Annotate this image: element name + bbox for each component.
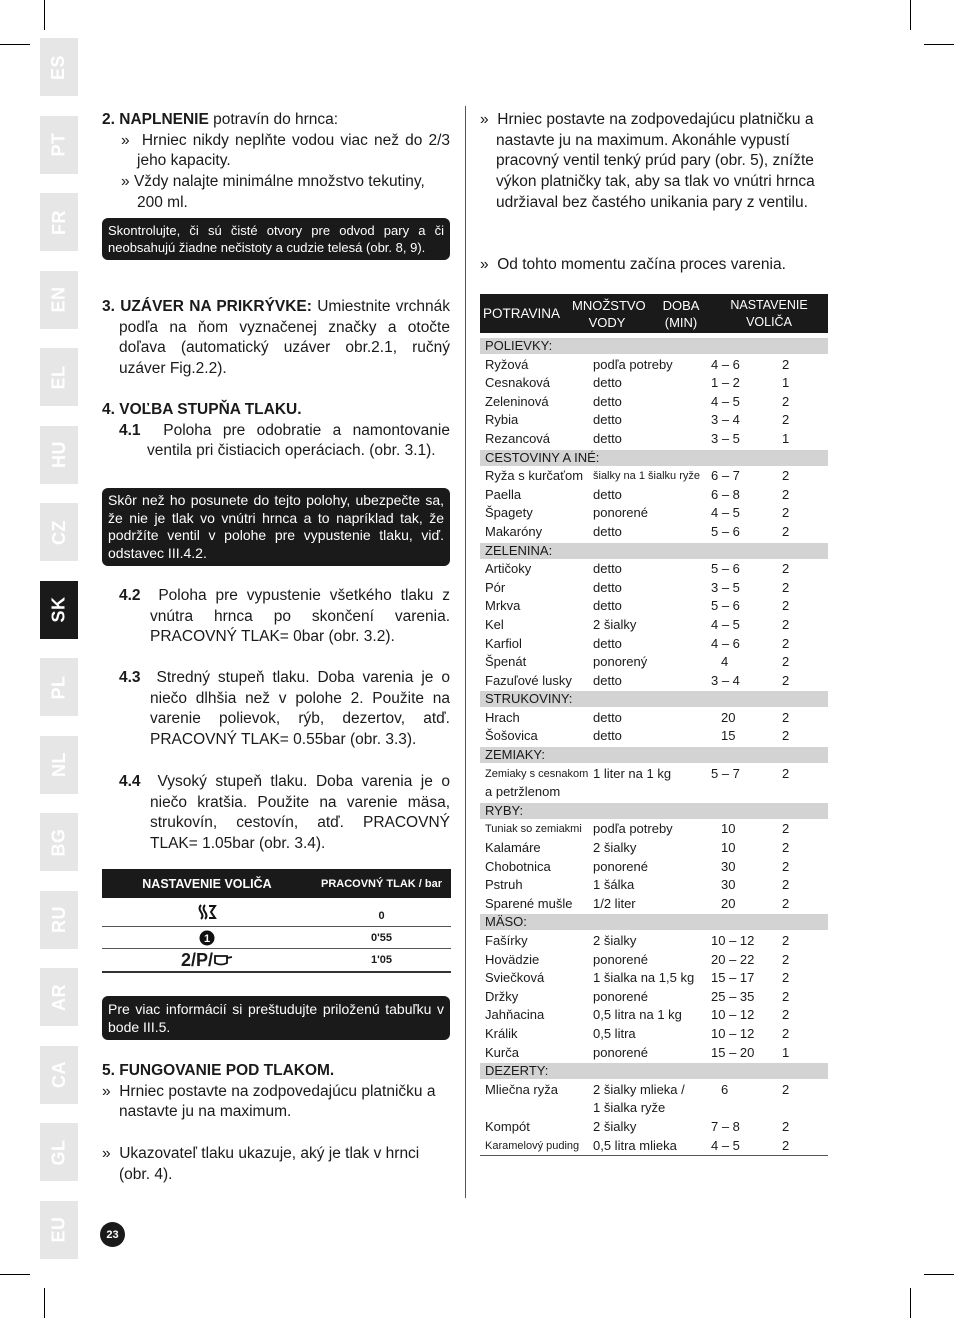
food-name: Paella [485,486,522,502]
steam-release-icon [196,903,218,921]
food-name: Ryža s kurčaťom [485,468,584,484]
food-name: Zemiaky s cesnakom [485,767,589,780]
selector-setting: 2 [782,486,790,502]
table-row [480,932,828,951]
water-amount: ponorené [593,951,648,967]
language-tab-pt[interactable] [40,116,78,174]
water-amount: podľa potreby [593,821,673,837]
selector-setting: 2 [782,356,790,372]
section-number: 3. [102,298,115,315]
column-divider [465,106,466,1198]
language-tab-nl[interactable] [40,736,78,794]
food-name: Kel [485,616,504,632]
cooking-time: 4 – 6 [711,635,740,651]
section-text: potravín do hrnca: [208,111,339,128]
selector-setting: 2 [782,765,790,781]
table-row [480,635,828,654]
cooking-time: 30 [721,877,736,893]
right-bullet: » Hrniec postavte na zodpovedajúcu platničku a nastavte ju na maximum. Akonáhle vypustí pracovný ventil tenký prúd pary (obr. 5), znížte výkon platničky tak, aby sa tlak vo vnútri hrnca udržiaval bez častého unikania pary z ventilu. [480,111,815,211]
language-tab-cz[interactable] [40,503,78,561]
section-4-3 [119,668,450,751]
cooking-time: 3 – 4 [711,672,740,688]
water-amount: detto [593,393,622,409]
pressure-value: 0 [378,910,385,922]
pressure-value: 0'55 [371,931,392,944]
section-title: VOĽBA STUPŇA TLAKU. [119,401,302,418]
table-row [480,374,828,393]
food-name: Králik [485,1025,518,1041]
table-row [480,411,828,430]
category-row: RYBY: [480,803,828,819]
selector-setting: 2 [782,988,790,1004]
selector-row [102,927,451,949]
water-amount: šialky na 1 šialku ryže [593,470,700,483]
cooking-time: 6 – 8 [711,486,740,502]
page-number: 23 [100,1222,125,1247]
subsection-text: Stredný stupeň tlaku. Doba varenia je o niečo dlhšia než v polohe 2. Použite na varenie polievok, rýb, dezertov, atď. PRACOVNÝ TLAK= 0.55bar (obr. 3.3). [150,669,450,749]
water-amount: 1 liter na 1 kg [593,765,672,781]
language-tab-bg[interactable] [40,813,78,871]
water-amount: 1 šialka ryže [593,1100,666,1116]
subsection-number: 4.1 [119,421,141,439]
water-amount: detto [593,430,622,446]
language-tab-label: BG [48,828,69,856]
cooking-table-body [480,337,828,1156]
table-row [480,895,828,914]
header-selector: NASTAVENIE VOLIČA [730,297,808,329]
section-number: 2. [102,111,115,128]
warning-box: Skôr než ho posunete do tejto polohy, ubezpečte sa, že nie je tlak vo vnútri hrnca a to napríklad tak, že podržíte ventil v polohe pre vypustenie tlaku, viď. odstavec III.4.2. [102,488,450,566]
food-name: Mliečna ryža [485,1081,558,1097]
water-amount: 1/2 liter [593,895,636,911]
table-row [480,839,828,858]
language-tab-label: EL [48,364,69,390]
selector-setting: 2 [782,505,790,521]
bullet-text: Od tohto momentu začína proces varenia. [497,256,786,273]
category-row: CESTOVINY A INÉ: [480,450,828,466]
cooking-time: 10 – 12 [711,1025,755,1041]
subsection-number: 4.2 [119,587,141,604]
table-row [480,1099,828,1118]
selector-setting: 2 [782,858,790,874]
selector-row [102,898,451,927]
table-row [480,356,828,375]
table-row [480,820,828,839]
crop-mark [44,1288,45,1318]
crop-mark [0,44,30,45]
selector-setting: 2 [782,951,790,967]
cooking-time: 5 – 6 [711,598,740,614]
water-amount: 1 šialka na 1,5 kg [593,970,695,986]
selector-setting: 2 [782,635,790,651]
subsection-text: Poloha pre vypustenie všetkého tlaku z vnútra hrnca po skončení varenia. PRACOVNÝ TLAK= 0bar (obr. 3.2). [150,587,451,646]
table-row [480,709,828,728]
category-row: STRUKOVINY: [480,691,828,707]
subsection-text: Poloha pre odobratie a namontovanie ventila pri čistiacich operáciach. (obr. 3.1). [147,421,450,460]
selector-setting: 2 [782,840,790,856]
table-row [480,523,828,542]
language-tab-label: ES [48,54,69,80]
cooking-time: 20 [721,895,736,911]
food-name: Pór [485,579,506,595]
water-amount: detto [593,728,622,744]
table-row [480,783,828,802]
water-amount: 0,5 litra [593,1025,636,1041]
language-tab-label: HU [48,441,69,468]
cooking-time: 10 – 12 [711,1007,755,1023]
food-name: Pstruh [485,877,523,893]
language-tab-ca[interactable] [40,1046,78,1104]
language-tab-fr[interactable] [40,193,78,251]
language-tab-hu[interactable] [40,426,78,484]
food-name: Šošovica [485,728,538,744]
language-tab-label: FR [48,209,69,235]
selector-setting: 2 [782,1025,790,1041]
category-row: ZEMIAKY: [480,747,828,763]
bullet-text: Hrniec postavte na zodpovedajúcu platničku a nastavte ju na maximum. Akonáhle vypustí pracovný ventil tenký prúd pary (obr. 5), znížte výkon platničky tak, aby sa tlak vo vnútri hrnca udržiaval bez častého unikania pary z ventilu. [496,111,815,211]
language-tab-gl[interactable] [40,1123,78,1181]
cooking-time: 6 [721,1081,729,1097]
bullet-text: Vždy nalajte minimálne množstvo tekutiny, 200 ml. [133,173,425,211]
cooking-time: 4 – 5 [711,1137,740,1153]
cooking-time-table [480,294,828,1153]
language-tab-label: RU [48,906,69,933]
crop-mark [0,1274,30,1275]
table-row [480,727,828,746]
cooking-time: 20 – 22 [711,951,755,967]
selector-setting: 2 [782,1118,790,1134]
table-row [480,1118,828,1137]
bullet-text: Hrniec postavte na zodpovedajúcu platničku a nastavte ju na maximum. [119,1082,436,1121]
language-tab-el[interactable] [40,348,78,406]
section-text: Umiestnite vrchnák podľa na ňom vyznačenej značky a otočte doľava (automatický uzáver obr.2.1, ručný uzáver Fig.2.2). [119,298,450,378]
food-name: Zeleninová [485,393,549,409]
note-box: Skontrolujte, či sú čisté otvory pre odvod pary a či neobsahujú žiadne nečistoty a cudzie telesá (obr. 8, 9). [102,218,450,260]
cooking-time: 1 – 2 [711,375,740,391]
selector-setting: 1 [782,430,790,446]
selector-setting: 2 [782,412,790,428]
position-2-icon [213,953,233,967]
cooking-time: 20 [721,709,736,725]
category-row: POLIEVKY: [480,338,828,354]
table-row [480,988,828,1007]
cooking-table-header [480,294,828,333]
category-row: MÄSO: [480,914,828,930]
water-amount: detto [593,672,622,688]
selector-setting: 2 [782,728,790,744]
food-name: Karfiol [485,635,522,651]
crop-mark [910,0,911,30]
table-row [480,858,828,877]
header-food: POTRAVINA [483,306,561,321]
cooking-time: 4 – 5 [711,505,740,521]
cooking-time: 5 – 6 [711,561,740,577]
cooking-time: 7 – 8 [711,1118,740,1134]
language-tab-label: CZ [48,519,69,545]
category-row: ZELENINA: [480,543,828,559]
selector-setting: 2 [782,933,790,948]
position-2-symbol: 2/P/ [180,949,214,970]
language-tab-label: EN [48,286,69,313]
selector-setting: 2 [782,1137,790,1153]
selector-setting: 2 [782,616,790,632]
cooking-time: 4 – 6 [711,356,740,372]
food-name: Kalamáre [485,840,541,856]
crop-mark [924,1274,954,1275]
selector-setting: 2 [782,672,790,688]
water-amount: detto [593,486,622,502]
language-tab-label: GL [48,1139,69,1165]
selector-setting: 2 [782,821,790,837]
table-row [480,616,828,635]
food-name: Fašírky [485,933,528,948]
food-name: Tuniak so zemiakmi [485,823,582,836]
food-name: Sparené mušle [485,895,573,911]
food-name: Kurča [485,1044,519,1060]
table-row [480,1006,828,1025]
section-title: FUNGOVANIE POD TLAKOM. [119,1062,335,1079]
section-title: NAPLNENIE [119,111,209,128]
water-amount: ponorené [593,1044,648,1060]
table-row [480,597,828,616]
language-tab-pl[interactable] [40,658,78,716]
crop-mark [910,1288,911,1318]
selector-setting: 1 [782,375,790,391]
subsection-number: 4.3 [119,669,141,686]
selector-setting: 2 [782,709,790,725]
table-row [480,876,828,895]
selector-setting: 2 [782,877,790,893]
cooking-time: 15 [721,728,736,744]
language-tab-es[interactable] [40,38,78,96]
header-pressure: PRACOVNÝ TLAK / bar [320,877,442,890]
header-water: MNOŽSTVO VODY [572,297,646,330]
selector-pressure-table [102,869,451,973]
pressure-value: 1'05 [371,954,392,966]
cooking-time: 15 – 20 [711,1044,755,1060]
table-row [480,951,828,970]
crop-mark [924,44,954,45]
water-amount: detto [593,635,622,651]
language-tab-en[interactable] [40,271,78,329]
selector-setting: 2 [782,654,790,670]
cooking-time: 10 [721,840,736,856]
cooking-time: 30 [721,858,736,874]
language-tab-label: NL [48,752,69,777]
table-row [480,486,828,505]
section-4-2 [119,586,450,648]
cooking-time: 4 – 5 [711,393,740,409]
food-name: Fazuľové lusky [485,672,572,688]
water-amount: 2 šialky mlieka / [593,1081,685,1097]
section-number: 5. [102,1062,115,1079]
table-bottom-rule [480,1155,828,1156]
cooking-time: 4 [721,654,729,670]
cooking-time: 6 – 7 [711,468,740,484]
water-amount: detto [593,412,622,428]
selector-setting: 2 [782,579,790,595]
water-amount: 2 šialky [593,840,637,856]
selector-setting: 2 [782,393,790,409]
water-amount: detto [593,561,622,577]
language-tab-sk[interactable] [40,581,78,639]
language-tab-label: AR [48,983,69,1011]
water-amount: 2 šialky [593,933,637,948]
water-amount: ponorené [593,858,648,874]
selector-setting: 2 [782,598,790,614]
cooking-time: 3 – 5 [711,579,740,595]
language-tab-eu[interactable] [40,1201,78,1259]
svg-text:1: 1 [203,932,211,945]
language-tab-label: CA [48,1061,69,1088]
category-row: DEZERTY: [480,1063,828,1079]
selector-setting: 2 [782,561,790,577]
section-3 [102,297,450,380]
water-amount: detto [593,709,622,725]
crop-mark [44,0,45,30]
table-row [480,653,828,672]
cooking-time: 3 – 5 [711,430,740,446]
food-name: Hrach [485,709,520,725]
selector-setting: 2 [782,523,790,539]
food-name: Karamelový puding [485,1139,580,1152]
language-tab-label: PT [48,132,69,157]
subsection-number: 4.4 [119,773,141,790]
cooking-time: 25 – 35 [711,988,755,1004]
table-row [480,467,828,486]
table-row [480,765,828,784]
header-selector: NASTAVENIE VOLIČA [142,876,272,891]
food-name: Rezancová [485,430,551,446]
cooking-time: 5 – 6 [711,523,740,539]
water-amount: detto [593,598,622,614]
cooking-time: 4 – 5 [711,616,740,632]
food-name: Makaróny [485,523,543,539]
language-tab-label: EU [48,1216,69,1243]
subsection-text: Vysoký stupeň tlaku. Doba varenia je o niečo kratšia. Použite na varenie mäsa, strukovín, cestovín, atď. PRACOVNÝ TLAK= 1.05bar (obr. 3.4). [150,773,450,853]
selector-setting: 2 [782,1007,790,1023]
water-amount: podľa potreby [593,356,673,372]
table-row [480,969,828,988]
section-4-4 [119,772,450,855]
language-tab-label: PL [48,674,69,700]
section-title: UZÁVER NA PRIKRÝVKE: [120,298,312,315]
table-row [480,1081,828,1100]
food-name: Držky [485,988,519,1004]
food-name: Chobotnica [485,858,551,874]
cooking-time: 3 – 4 [711,412,740,428]
cooking-time: 10 [721,821,736,837]
section-2: 2. NAPLNENIE potravín do hrnca: » Hrniec nikdy neplňte vodou viac než do 2/3 jeho kapacity. » Vždy nalajte minimálne množstvo tekutiny, 200 ml. [102,111,451,211]
food-name: Sviečková [485,970,545,986]
selector-row [102,949,451,973]
selector-setting: 2 [782,1081,790,1097]
water-amount: detto [593,375,622,391]
water-amount: 1 šálka [593,877,635,893]
selector-table-header [102,869,451,898]
selector-setting: 2 [782,895,790,911]
food-name: Mrkva [485,598,521,614]
section-number: 4. [102,401,115,418]
section-4 [102,400,450,462]
water-amount: detto [593,523,622,539]
water-amount: ponorené [593,988,648,1004]
food-name: a petržlenom [485,784,561,800]
food-name: Kompót [485,1118,530,1134]
table-row [480,560,828,579]
water-amount: 0,5 litra mlieka [593,1137,677,1153]
language-tab-label: SK [48,596,69,623]
table-row [480,579,828,598]
info-box: Pre viac informácií si preštudujte priloženú tabuľku v bode III.5. [102,996,450,1040]
food-name: Hovädzie [485,951,540,967]
bullet-text: Ukazovateľ tlaku ukazuje, aký je tlak v hrnci (obr. 4). [119,1144,420,1183]
bullet-text: Hrniec nikdy neplňte vodou viac než do 2/3 jeho kapacity. [137,131,451,170]
table-row [480,430,828,449]
food-name: Cesnaková [485,375,551,391]
water-amount: detto [593,579,622,595]
table-row [480,1025,828,1044]
food-name: Rybia [485,412,519,428]
water-amount: ponorený [593,654,648,670]
food-name: Špenát [485,654,527,670]
selector-setting: 1 [782,1044,790,1060]
table-row [480,1137,828,1156]
header-time: DOBA (MIN) [662,297,700,330]
right-bullet: » Od tohto momentu začína proces varenia. [480,256,786,273]
table-row [480,672,828,691]
table-row [480,1044,828,1063]
table-row [480,504,828,523]
position-1-icon [199,930,215,946]
cooking-time: 10 – 12 [711,933,755,948]
table-row [480,393,828,412]
selector-setting: 2 [782,970,790,986]
cooking-time: 15 – 17 [711,970,755,986]
language-tab-ar[interactable] [40,968,78,1026]
food-name: Špagety [485,505,533,521]
section-5: 5. FUNGOVANIE POD TLAKOM. » Hrniec postavte na zodpovedajúcu platničku a nastavte ju na maximum. » Ukazovateľ tlaku ukazuje, aký je tlak v hrnci (obr. 4). [102,1062,436,1183]
cooking-time: 5 – 7 [711,765,740,781]
water-amount: 2 šialky [593,616,637,632]
food-name: Artičoky [485,561,532,577]
language-tab-ru[interactable] [40,891,78,949]
water-amount: ponorené [593,505,648,521]
water-amount: 2 šialky [593,1118,637,1134]
water-amount: 0,5 litra na 1 kg [593,1007,682,1023]
food-name: Ryžová [485,356,529,372]
selector-setting: 2 [782,468,790,484]
food-name: Jahňacina [485,1007,545,1023]
